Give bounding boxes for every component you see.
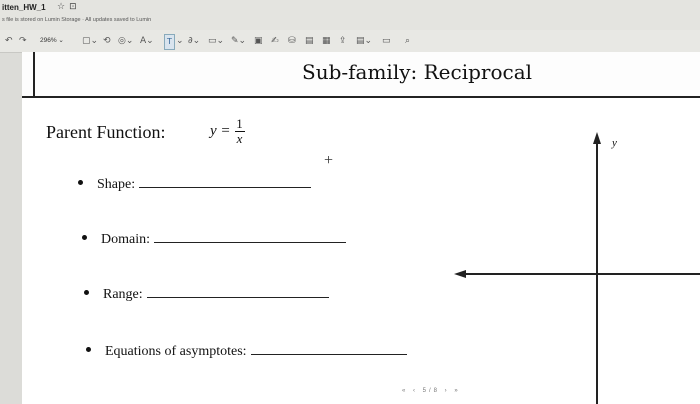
chat-icon[interactable]: ▭ bbox=[382, 36, 391, 46]
stamp-icon[interactable]: ✍ bbox=[271, 36, 279, 46]
list-item-shape bbox=[78, 177, 311, 193]
title-icons bbox=[57, 2, 81, 12]
comment-icon[interactable]: ▤⌄ bbox=[356, 36, 373, 46]
x-axis-arrow bbox=[454, 270, 466, 278]
equation-lhs: y = bbox=[210, 123, 231, 139]
bullet bbox=[82, 235, 87, 240]
domain-answer-line[interactable] bbox=[154, 241, 346, 243]
asymptotes-label: Equations of asymptotes: bbox=[105, 344, 247, 359]
equation-denominator: x bbox=[236, 131, 243, 146]
shape-icon[interactable]: ▭⌄ bbox=[208, 36, 225, 46]
undo-icon[interactable]: ↶ bbox=[5, 36, 13, 46]
redo-icon[interactable]: ↷ bbox=[19, 36, 27, 46]
zoom-value: 296% bbox=[40, 37, 57, 44]
bullet bbox=[84, 290, 89, 295]
pen-icon[interactable]: ✎⌄ bbox=[231, 36, 247, 46]
asymptotes-answer-line[interactable] bbox=[251, 353, 407, 355]
parent-function-label: Parent Function: bbox=[46, 122, 166, 142]
y-axis-arrow bbox=[593, 132, 601, 144]
text-color-dropdown-icon[interactable]: ⌄ bbox=[176, 36, 184, 46]
link-icon[interactable]: ∂⌄ bbox=[188, 36, 201, 46]
folder-icon[interactable]: ⊡ bbox=[69, 2, 81, 12]
bullet bbox=[86, 347, 91, 352]
text-color-icon[interactable]: T bbox=[164, 34, 175, 50]
coordinate-axes bbox=[452, 122, 700, 404]
page-icon[interactable]: ▢⌄ bbox=[82, 36, 99, 46]
calendar-icon[interactable]: ▦ bbox=[322, 36, 331, 46]
domain-label: Domain: bbox=[101, 232, 150, 247]
search-icon[interactable]: ⌕ bbox=[405, 36, 411, 46]
list-item-asymptotes bbox=[86, 344, 407, 360]
attachment-icon[interactable]: ⇪ bbox=[339, 36, 347, 46]
text-icon[interactable]: A⌄ bbox=[140, 36, 154, 46]
header-band bbox=[22, 52, 700, 98]
zoom-select[interactable]: 296% ⌄ bbox=[40, 37, 64, 44]
image-icon[interactable]: ▣ bbox=[254, 36, 263, 46]
y-axis-label: y bbox=[612, 137, 617, 149]
annotate-icon[interactable]: ◎⌄ bbox=[118, 36, 134, 46]
title-bar bbox=[0, 0, 700, 30]
document-title[interactable]: itten_HW_1 bbox=[2, 3, 46, 12]
document-page bbox=[22, 52, 700, 404]
shape-label: Shape: bbox=[97, 177, 136, 192]
equation-numerator: 1 bbox=[236, 116, 243, 131]
equation-fraction bbox=[235, 117, 245, 146]
header-divider bbox=[33, 52, 35, 96]
rotate-icon[interactable]: ⟲ bbox=[103, 36, 111, 46]
list-item-range bbox=[84, 287, 329, 303]
parent-equation bbox=[210, 117, 245, 146]
image2-icon[interactable]: ▤ bbox=[305, 36, 314, 46]
bullet bbox=[78, 180, 83, 185]
storage-status: s file is stored on Lumin Storage · All updates saved to Lumin bbox=[2, 17, 152, 23]
signature-icon[interactable]: ⛁ bbox=[288, 36, 296, 46]
page-title: Sub-family: Reciprocal bbox=[302, 60, 533, 84]
page-navigation[interactable]: « ‹ 5/8 › » bbox=[402, 388, 461, 394]
toolbar bbox=[0, 30, 700, 53]
list-item-domain bbox=[82, 232, 346, 248]
shape-answer-line[interactable] bbox=[139, 186, 311, 188]
plus-mark: + bbox=[324, 152, 334, 169]
star-icon[interactable]: ☆ bbox=[57, 2, 70, 12]
range-answer-line[interactable] bbox=[147, 296, 329, 298]
range-label: Range: bbox=[103, 287, 143, 302]
